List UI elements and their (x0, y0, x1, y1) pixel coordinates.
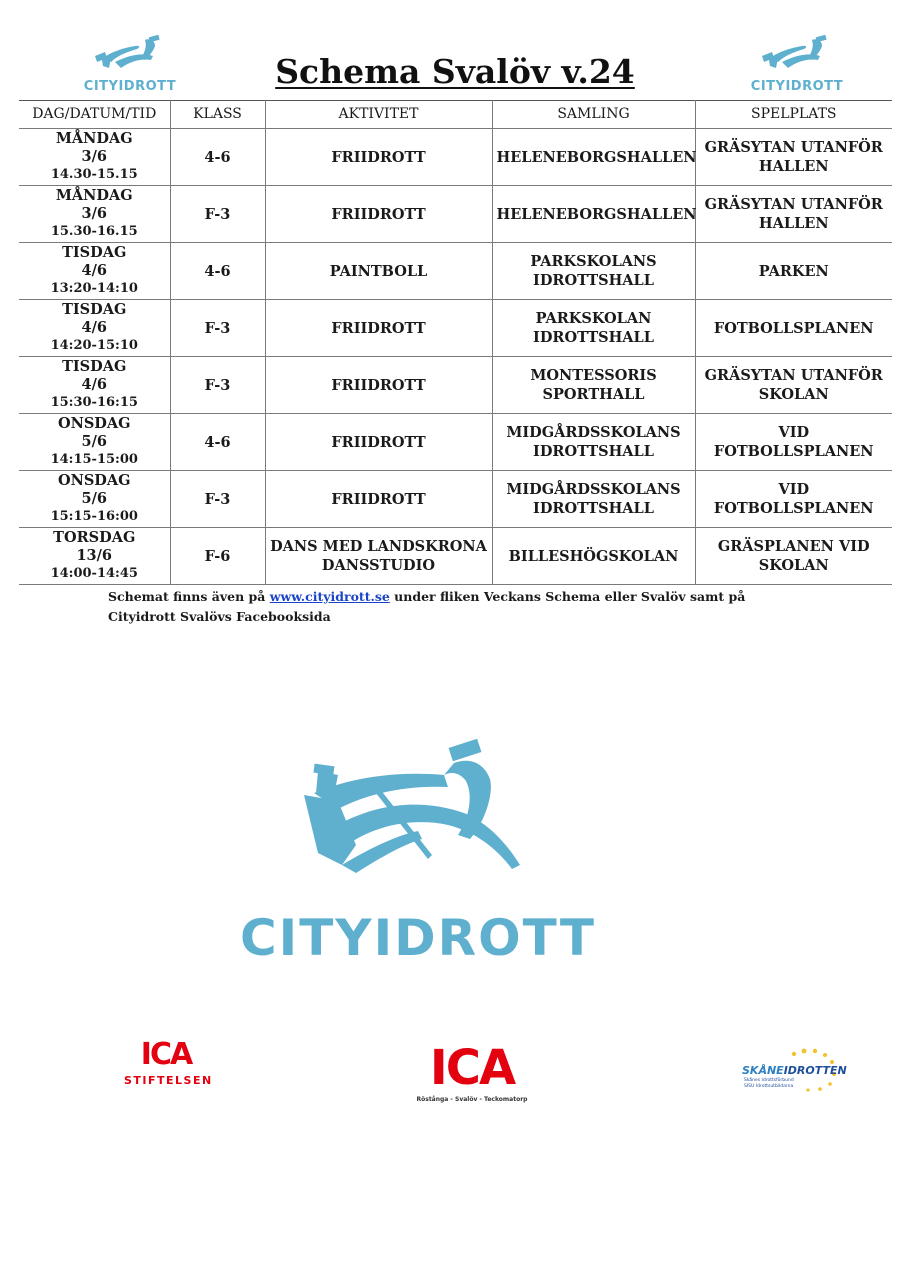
table-row (19, 357, 892, 414)
column-header-spelplats: SPELPLATS (695, 101, 892, 129)
ica-local-subtitle: Röstånga - Svalöv - Teckomatorp (416, 1096, 528, 1103)
table-row (19, 186, 892, 243)
skaneidrotten-logo (742, 1048, 854, 1094)
schedule-table (19, 100, 892, 585)
cell-klass: F-3 (170, 471, 265, 528)
cell-spelplats: GRÄSYTAN UTANFÖR HALLEN (695, 186, 892, 243)
skaneidrotten-subtitle: Skånes Idrottsförbund SISU Idrottsutbildarna (744, 1078, 794, 1089)
cell-dag-datum-tid: MÅNDAG 3/6 14.30-15.15 (19, 129, 170, 186)
cell-samling: HELENEBORGSHALLEN (492, 129, 695, 186)
cell-aktivitet: FRIIDROTT (265, 357, 492, 414)
cell-klass: 4-6 (170, 414, 265, 471)
ica-stiftelsen-logo (124, 1037, 214, 1090)
note-text-after: under fliken Veckans Schema eller Svalöv samt på Cityidrott Svalövs Facebooksida (108, 589, 746, 624)
ica-local-wordmark: ICA (429, 1040, 515, 1096)
cell-samling: MIDGÅRDSSKOLANS IDROTTSHALL (492, 414, 695, 471)
ica-stiftelsen-subtitle: STIFTELSEN (124, 1074, 213, 1087)
column-header-klass: KLASS (170, 101, 265, 129)
cityidrott-wordmark: CITYIDROTT (750, 79, 844, 94)
ica-stiftelsen-wordmark: ICA (140, 1037, 192, 1072)
cell-klass: F-3 (170, 357, 265, 414)
cell-aktivitet: FRIIDROTT (265, 471, 492, 528)
cell-spelplats: VID FOTBOLLSPLANEN (695, 414, 892, 471)
table-row (19, 471, 892, 528)
cell-spelplats: FOTBOLLSPLANEN (695, 300, 892, 357)
column-header-dag: DAG/DATUM/TID (19, 101, 170, 129)
cell-aktivitet: FRIIDROTT (265, 186, 492, 243)
cell-dag-datum-tid: ONSDAG 5/6 15:15-16:00 (19, 471, 170, 528)
cell-klass: F-6 (170, 528, 265, 585)
note-text-before: Schemat finns även på (108, 589, 270, 604)
cell-samling: PARKSKOLAN IDROTTSHALL (492, 300, 695, 357)
cell-dag-datum-tid: TORSDAG 13/6 14:00-14:45 (19, 528, 170, 585)
cell-spelplats: GRÄSPLANEN VID SKOLAN (695, 528, 892, 585)
cell-samling: HELENEBORGSHALLEN (492, 186, 695, 243)
cell-samling: BILLESHÖGSKOLAN (492, 528, 695, 585)
cell-aktivitet: PAINTBOLL (265, 243, 492, 300)
cell-aktivitet: DANS MED LANDSKRONA DANSSTUDIO (265, 528, 492, 585)
page-title: Schema Svalöv v.24 (275, 52, 635, 91)
cell-dag-datum-tid: TISDAG 4/6 14:20-15:10 (19, 300, 170, 357)
column-header-aktivitet: AKTIVITET (265, 101, 492, 129)
table-header-row (19, 101, 892, 129)
cell-spelplats: PARKEN (695, 243, 892, 300)
cell-spelplats: VID FOTBOLLSPLANEN (695, 471, 892, 528)
skater-figure-icon (222, 735, 614, 905)
cell-dag-datum-tid: ONSDAG 5/6 14:15-15:00 (19, 414, 170, 471)
cityidrott-wordmark-large: CITYIDROTT (239, 909, 597, 967)
cell-spelplats: GRÄSYTAN UTANFÖR SKOLAN (695, 357, 892, 414)
cell-dag-datum-tid: TISDAG 4/6 13:20-14:10 (19, 243, 170, 300)
cell-aktivitet: FRIIDROTT (265, 414, 492, 471)
cell-klass: 4-6 (170, 129, 265, 186)
table-row (19, 300, 892, 357)
skater-figure-icon (742, 34, 852, 80)
cityidrott-logo-small-right (742, 34, 852, 96)
column-header-samling: SAMLING (492, 101, 695, 129)
table-row (19, 129, 892, 186)
ica-local-logo (412, 1040, 532, 1108)
cell-dag-datum-tid: MÅNDAG 3/6 15.30-16.15 (19, 186, 170, 243)
cell-klass: 4-6 (170, 243, 265, 300)
table-row (19, 414, 892, 471)
cell-aktivitet: FRIIDROTT (265, 129, 492, 186)
cityidrott-logo-large (222, 735, 614, 967)
cityidrott-website-link[interactable]: www.cityidrott.se (269, 589, 390, 604)
cell-klass: F-3 (170, 300, 265, 357)
schedule-note (108, 587, 808, 627)
cell-klass: F-3 (170, 186, 265, 243)
table-row (19, 243, 892, 300)
table-row (19, 528, 892, 585)
cell-samling: MONTESSORIS SPORTHALL (492, 357, 695, 414)
skaneidrotten-wordmark: SKÅNEIDROTTEN (742, 1064, 847, 1077)
cell-spelplats: GRÄSYTAN UTANFÖR HALLEN (695, 129, 892, 186)
cell-aktivitet: FRIIDROTT (265, 300, 492, 357)
cityidrott-wordmark: CITYIDROTT (83, 79, 177, 94)
cell-samling: PARKSKOLANS IDROTTSHALL (492, 243, 695, 300)
cell-samling: MIDGÅRDSSKOLANS IDROTTSHALL (492, 471, 695, 528)
cell-dag-datum-tid: TISDAG 4/6 15:30-16:15 (19, 357, 170, 414)
